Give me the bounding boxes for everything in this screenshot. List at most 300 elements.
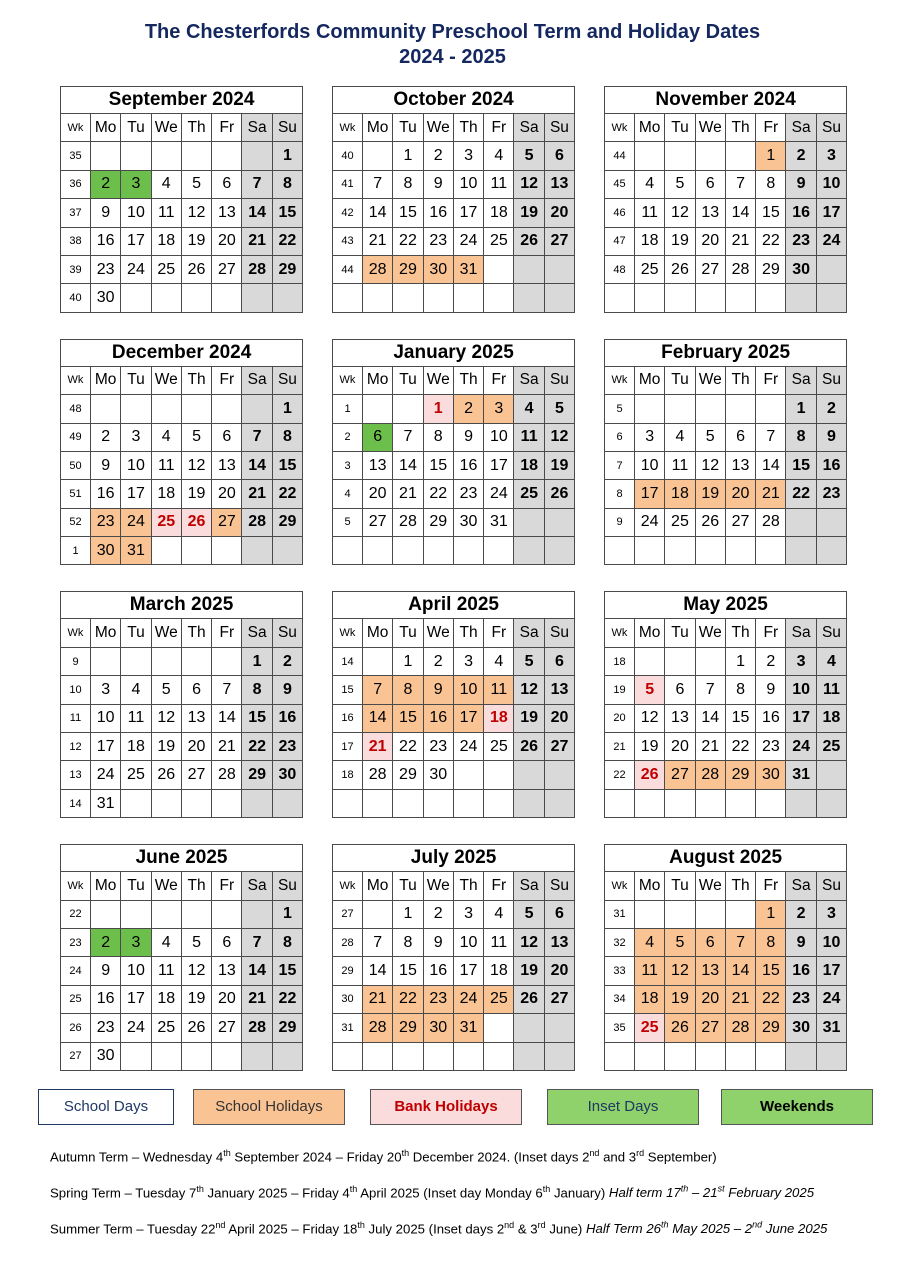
week-row bbox=[605, 199, 847, 227]
empty-cell bbox=[695, 537, 725, 565]
week-row bbox=[333, 255, 575, 283]
day-cell: 9 bbox=[816, 423, 846, 451]
week-number: 22 bbox=[605, 761, 635, 789]
day-cell: 24 bbox=[786, 733, 816, 761]
day-cell: 22 bbox=[393, 227, 423, 255]
day-cell: 11 bbox=[635, 957, 665, 985]
day-cell: 2 bbox=[786, 900, 816, 928]
day-cell: 22 bbox=[272, 227, 302, 255]
week-number bbox=[333, 537, 363, 565]
empty-cell bbox=[151, 1042, 181, 1070]
empty-cell bbox=[151, 789, 181, 817]
empty-cell bbox=[121, 395, 151, 423]
empty-cell bbox=[544, 284, 574, 312]
text: June 2025 bbox=[762, 1221, 828, 1237]
day-cell: 20 bbox=[544, 957, 574, 985]
week-number: 1 bbox=[333, 395, 363, 423]
empty-cell bbox=[484, 284, 514, 312]
empty-cell bbox=[151, 284, 181, 312]
day-cell: 3 bbox=[121, 423, 151, 451]
week-row bbox=[61, 199, 303, 227]
empty-cell bbox=[544, 1042, 574, 1070]
day-cell: 18 bbox=[121, 733, 151, 761]
day-cell: 11 bbox=[151, 451, 181, 479]
day-cell: 26 bbox=[181, 255, 211, 283]
day-cell: 8 bbox=[393, 928, 423, 956]
text: – 21 bbox=[688, 1185, 718, 1201]
day-cell: 8 bbox=[393, 170, 423, 198]
day-cell: 7 bbox=[393, 423, 423, 451]
week-number: 51 bbox=[61, 480, 91, 508]
day-cell: 12 bbox=[665, 957, 695, 985]
day-cell: 28 bbox=[725, 1014, 755, 1042]
day-cell: 30 bbox=[91, 284, 121, 312]
day-cell: 8 bbox=[272, 423, 302, 451]
week-row bbox=[605, 395, 847, 423]
week-row bbox=[61, 900, 303, 928]
weekday-header: Th bbox=[725, 114, 755, 142]
week-row bbox=[333, 423, 575, 451]
day-cell: 15 bbox=[393, 704, 423, 732]
weekday-header: Sa bbox=[786, 619, 816, 647]
week-row bbox=[605, 676, 847, 704]
weekday-header: Th bbox=[181, 619, 211, 647]
legend-weekends: Weekends bbox=[721, 1089, 873, 1125]
empty-cell bbox=[756, 537, 786, 565]
empty-cell bbox=[514, 789, 544, 817]
day-cell: 2 bbox=[91, 170, 121, 198]
empty-cell bbox=[453, 789, 483, 817]
week-row bbox=[61, 985, 303, 1013]
weekday-header: Su bbox=[544, 366, 574, 394]
day-cell: 7 bbox=[756, 423, 786, 451]
day-cell: 28 bbox=[756, 508, 786, 536]
week-row bbox=[61, 284, 303, 312]
day-cell: 2 bbox=[91, 928, 121, 956]
day-cell: 12 bbox=[514, 170, 544, 198]
day-cell: 8 bbox=[423, 423, 453, 451]
empty-cell bbox=[242, 395, 272, 423]
empty-cell bbox=[756, 789, 786, 817]
month-calendar bbox=[60, 844, 303, 1071]
empty-cell bbox=[272, 537, 302, 565]
weekday-header: Tu bbox=[121, 114, 151, 142]
day-cell: 28 bbox=[242, 255, 272, 283]
week-number: 13 bbox=[61, 761, 91, 789]
empty-cell bbox=[212, 395, 242, 423]
day-cell: 9 bbox=[786, 928, 816, 956]
day-cell: 29 bbox=[393, 1014, 423, 1042]
text: Half Term 26 bbox=[586, 1221, 662, 1237]
day-cell: 29 bbox=[272, 1014, 302, 1042]
empty-cell bbox=[514, 1014, 544, 1042]
month-calendar bbox=[604, 591, 847, 818]
weekday-header: Th bbox=[725, 872, 755, 900]
text: Half term 17 bbox=[608, 1185, 681, 1201]
week-number: 9 bbox=[605, 508, 635, 536]
empty-cell bbox=[453, 284, 483, 312]
empty-cell bbox=[151, 537, 181, 565]
day-cell: 23 bbox=[423, 227, 453, 255]
day-cell: 20 bbox=[181, 733, 211, 761]
weekday-header: Sa bbox=[242, 366, 272, 394]
day-cell: 14 bbox=[212, 704, 242, 732]
empty-cell bbox=[181, 1042, 211, 1070]
empty-cell bbox=[181, 537, 211, 565]
day-cell: 26 bbox=[514, 733, 544, 761]
day-cell: 24 bbox=[484, 480, 514, 508]
day-cell: 24 bbox=[453, 985, 483, 1013]
empty-cell bbox=[212, 647, 242, 675]
week-number bbox=[605, 1042, 635, 1070]
day-cell: 28 bbox=[242, 508, 272, 536]
day-cell: 8 bbox=[272, 928, 302, 956]
day-cell: 28 bbox=[212, 761, 242, 789]
week-number: 18 bbox=[333, 761, 363, 789]
day-cell: 11 bbox=[816, 676, 846, 704]
empty-cell bbox=[393, 395, 423, 423]
week-row bbox=[605, 733, 847, 761]
empty-cell bbox=[181, 789, 211, 817]
day-cell: 9 bbox=[423, 170, 453, 198]
month-calendar bbox=[332, 86, 575, 313]
week-row bbox=[333, 761, 575, 789]
day-cell: 12 bbox=[665, 199, 695, 227]
weekday-header: We bbox=[695, 872, 725, 900]
day-cell: 16 bbox=[91, 480, 121, 508]
day-cell: 24 bbox=[121, 508, 151, 536]
week-number-header: Wk bbox=[61, 114, 91, 142]
day-cell: 6 bbox=[212, 928, 242, 956]
week-number: 33 bbox=[605, 957, 635, 985]
day-cell: 17 bbox=[453, 199, 483, 227]
month-calendar bbox=[60, 86, 303, 313]
week-number bbox=[605, 537, 635, 565]
day-cell: 12 bbox=[514, 928, 544, 956]
title-line-2: 2024 - 2025 bbox=[399, 46, 506, 68]
day-cell: 13 bbox=[544, 676, 574, 704]
empty-cell bbox=[363, 789, 393, 817]
day-cell: 26 bbox=[544, 480, 574, 508]
empty-cell bbox=[212, 284, 242, 312]
weekday-header: Th bbox=[181, 366, 211, 394]
sup: nd bbox=[589, 1148, 600, 1158]
day-cell: 17 bbox=[121, 985, 151, 1013]
weekday-header: Fr bbox=[212, 872, 242, 900]
week-number: 35 bbox=[61, 142, 91, 170]
week-number: 43 bbox=[333, 227, 363, 255]
week-row bbox=[333, 537, 575, 565]
empty-cell bbox=[393, 1042, 423, 1070]
empty-cell bbox=[786, 284, 816, 312]
day-cell: 22 bbox=[272, 985, 302, 1013]
day-cell: 21 bbox=[725, 985, 755, 1013]
day-cell: 14 bbox=[393, 451, 423, 479]
week-number: 32 bbox=[605, 928, 635, 956]
empty-cell bbox=[212, 537, 242, 565]
day-cell: 14 bbox=[242, 957, 272, 985]
week-number: 14 bbox=[61, 789, 91, 817]
text: December 2024. (Inset days 2 bbox=[409, 1149, 590, 1165]
month-calendar bbox=[604, 844, 847, 1071]
day-cell: 6 bbox=[695, 928, 725, 956]
day-cell: 12 bbox=[181, 199, 211, 227]
empty-cell bbox=[514, 508, 544, 536]
day-cell: 26 bbox=[695, 508, 725, 536]
empty-cell bbox=[635, 395, 665, 423]
day-cell: 26 bbox=[635, 761, 665, 789]
empty-cell bbox=[544, 789, 574, 817]
empty-cell bbox=[151, 395, 181, 423]
day-cell: 14 bbox=[242, 199, 272, 227]
day-cell: 5 bbox=[635, 676, 665, 704]
week-number: 15 bbox=[333, 676, 363, 704]
legend-bank-holidays: Bank Holidays bbox=[370, 1089, 522, 1125]
day-cell: 25 bbox=[665, 508, 695, 536]
day-cell: 2 bbox=[453, 395, 483, 423]
day-cell: 1 bbox=[756, 900, 786, 928]
day-cell: 18 bbox=[665, 480, 695, 508]
empty-cell bbox=[665, 537, 695, 565]
empty-cell bbox=[544, 508, 574, 536]
day-cell: 23 bbox=[423, 985, 453, 1013]
day-cell: 11 bbox=[121, 704, 151, 732]
week-row bbox=[333, 284, 575, 312]
day-cell: 30 bbox=[786, 1014, 816, 1042]
weekday-header: Mo bbox=[635, 114, 665, 142]
day-cell: 1 bbox=[393, 142, 423, 170]
day-cell: 2 bbox=[423, 900, 453, 928]
day-cell: 15 bbox=[756, 957, 786, 985]
day-cell: 15 bbox=[423, 451, 453, 479]
weekday-header: Sa bbox=[242, 872, 272, 900]
weekday-header: Su bbox=[544, 872, 574, 900]
month-calendar bbox=[332, 844, 575, 1071]
day-cell: 26 bbox=[181, 508, 211, 536]
week-number: 44 bbox=[333, 255, 363, 283]
weekday-header: Sa bbox=[242, 619, 272, 647]
day-cell: 20 bbox=[363, 480, 393, 508]
day-cell: 25 bbox=[484, 733, 514, 761]
day-cell: 18 bbox=[484, 957, 514, 985]
empty-cell bbox=[786, 789, 816, 817]
day-cell: 19 bbox=[665, 227, 695, 255]
day-cell: 7 bbox=[242, 928, 272, 956]
week-row bbox=[605, 537, 847, 565]
day-cell: 1 bbox=[393, 900, 423, 928]
day-cell: 31 bbox=[121, 537, 151, 565]
month-calendar bbox=[604, 339, 847, 566]
day-cell: 26 bbox=[514, 227, 544, 255]
week-number: 18 bbox=[605, 647, 635, 675]
day-cell: 3 bbox=[484, 395, 514, 423]
weekday-header: We bbox=[423, 114, 453, 142]
week-row bbox=[333, 704, 575, 732]
day-cell: 11 bbox=[151, 199, 181, 227]
week-number: 48 bbox=[61, 395, 91, 423]
autumn-term bbox=[50, 1145, 890, 1165]
text: Autumn Term – Wednesday 4 bbox=[50, 1149, 224, 1165]
day-cell: 25 bbox=[484, 227, 514, 255]
weekday-header: Mo bbox=[363, 366, 393, 394]
empty-cell bbox=[544, 255, 574, 283]
weekday-header: Fr bbox=[212, 619, 242, 647]
month-title: November 2024 bbox=[605, 87, 847, 114]
weekday-header: We bbox=[151, 619, 181, 647]
weekday-header: Sa bbox=[514, 366, 544, 394]
empty-cell bbox=[786, 508, 816, 536]
day-cell: 8 bbox=[786, 423, 816, 451]
day-cell: 4 bbox=[121, 676, 151, 704]
day-cell: 23 bbox=[453, 480, 483, 508]
day-cell: 23 bbox=[91, 508, 121, 536]
day-cell: 16 bbox=[91, 227, 121, 255]
day-cell: 13 bbox=[212, 199, 242, 227]
empty-cell bbox=[725, 900, 755, 928]
day-cell: 10 bbox=[816, 928, 846, 956]
day-cell: 24 bbox=[816, 227, 846, 255]
empty-cell bbox=[181, 647, 211, 675]
term-dates bbox=[50, 1145, 890, 1253]
empty-cell bbox=[725, 284, 755, 312]
day-cell: 25 bbox=[635, 1014, 665, 1042]
week-number: 6 bbox=[605, 423, 635, 451]
week-row bbox=[333, 789, 575, 817]
empty-cell bbox=[91, 142, 121, 170]
empty-cell bbox=[695, 142, 725, 170]
text: January) bbox=[550, 1185, 609, 1201]
day-cell: 29 bbox=[242, 761, 272, 789]
day-cell: 8 bbox=[393, 676, 423, 704]
week-row bbox=[605, 928, 847, 956]
text: April 2025 – Friday 18 bbox=[225, 1221, 358, 1237]
day-cell: 21 bbox=[363, 227, 393, 255]
day-cell: 24 bbox=[453, 227, 483, 255]
weekday-header: Th bbox=[181, 114, 211, 142]
month-title: October 2024 bbox=[333, 87, 575, 114]
empty-cell bbox=[121, 789, 151, 817]
week-row bbox=[605, 704, 847, 732]
day-cell: 11 bbox=[484, 928, 514, 956]
empty-cell bbox=[544, 761, 574, 789]
day-cell: 13 bbox=[725, 451, 755, 479]
week-row bbox=[333, 676, 575, 704]
day-cell: 19 bbox=[181, 480, 211, 508]
week-row bbox=[605, 761, 847, 789]
day-cell: 28 bbox=[242, 1014, 272, 1042]
empty-cell bbox=[514, 761, 544, 789]
text: January 2025 – Friday 4 bbox=[203, 1185, 350, 1201]
day-cell: 10 bbox=[453, 170, 483, 198]
day-cell: 19 bbox=[181, 985, 211, 1013]
day-cell: 22 bbox=[242, 733, 272, 761]
legend-school-days: School Days bbox=[38, 1089, 174, 1125]
empty-cell bbox=[635, 537, 665, 565]
month-calendar bbox=[332, 591, 575, 818]
day-cell: 5 bbox=[181, 170, 211, 198]
day-cell: 24 bbox=[91, 761, 121, 789]
day-cell: 27 bbox=[725, 508, 755, 536]
week-row bbox=[61, 480, 303, 508]
day-cell: 29 bbox=[756, 1014, 786, 1042]
day-cell: 16 bbox=[816, 451, 846, 479]
weekday-header: We bbox=[695, 114, 725, 142]
day-cell: 23 bbox=[91, 255, 121, 283]
weekday-header: Tu bbox=[665, 619, 695, 647]
week-number: 12 bbox=[61, 733, 91, 761]
empty-cell bbox=[725, 1042, 755, 1070]
empty-cell bbox=[363, 1042, 393, 1070]
week-row bbox=[61, 1042, 303, 1070]
day-cell: 4 bbox=[514, 395, 544, 423]
day-cell: 15 bbox=[725, 704, 755, 732]
day-cell: 7 bbox=[725, 170, 755, 198]
month-title: December 2024 bbox=[61, 339, 303, 366]
weekday-header: Sa bbox=[514, 872, 544, 900]
week-number: 40 bbox=[333, 142, 363, 170]
day-cell: 11 bbox=[151, 957, 181, 985]
sup: th bbox=[401, 1148, 410, 1158]
weekday-header: Sa bbox=[786, 872, 816, 900]
month-title: May 2025 bbox=[605, 592, 847, 619]
day-cell: 27 bbox=[212, 255, 242, 283]
empty-cell bbox=[695, 789, 725, 817]
day-cell: 19 bbox=[514, 957, 544, 985]
day-cell: 28 bbox=[393, 508, 423, 536]
week-number bbox=[333, 1042, 363, 1070]
empty-cell bbox=[423, 537, 453, 565]
day-cell: 16 bbox=[91, 985, 121, 1013]
sup: st bbox=[717, 1183, 725, 1194]
day-cell: 24 bbox=[453, 733, 483, 761]
day-cell: 23 bbox=[91, 1014, 121, 1042]
day-cell: 5 bbox=[181, 928, 211, 956]
day-cell: 31 bbox=[453, 1014, 483, 1042]
day-cell: 3 bbox=[453, 647, 483, 675]
day-cell: 4 bbox=[635, 170, 665, 198]
empty-cell bbox=[121, 1042, 151, 1070]
text: September) bbox=[644, 1149, 717, 1165]
day-cell: 7 bbox=[363, 170, 393, 198]
day-cell: 5 bbox=[514, 142, 544, 170]
week-number: 19 bbox=[605, 676, 635, 704]
week-row bbox=[605, 789, 847, 817]
week-number: 38 bbox=[61, 227, 91, 255]
empty-cell bbox=[816, 255, 846, 283]
day-cell: 31 bbox=[453, 255, 483, 283]
day-cell: 2 bbox=[91, 423, 121, 451]
week-number: 7 bbox=[605, 451, 635, 479]
day-cell: 18 bbox=[484, 199, 514, 227]
empty-cell bbox=[786, 1042, 816, 1070]
empty-cell bbox=[91, 647, 121, 675]
empty-cell bbox=[363, 142, 393, 170]
weekday-header: Tu bbox=[393, 872, 423, 900]
day-cell: 17 bbox=[121, 227, 151, 255]
week-number-header: Wk bbox=[605, 872, 635, 900]
legend bbox=[0, 1089, 905, 1125]
sup: nd bbox=[752, 1219, 763, 1230]
day-cell: 15 bbox=[272, 451, 302, 479]
text: June) bbox=[545, 1221, 586, 1237]
week-number-header: Wk bbox=[605, 366, 635, 394]
day-cell: 20 bbox=[544, 704, 574, 732]
month-title: April 2025 bbox=[333, 592, 575, 619]
week-row bbox=[333, 928, 575, 956]
day-cell: 17 bbox=[786, 704, 816, 732]
day-cell: 7 bbox=[212, 676, 242, 704]
day-cell: 10 bbox=[121, 957, 151, 985]
